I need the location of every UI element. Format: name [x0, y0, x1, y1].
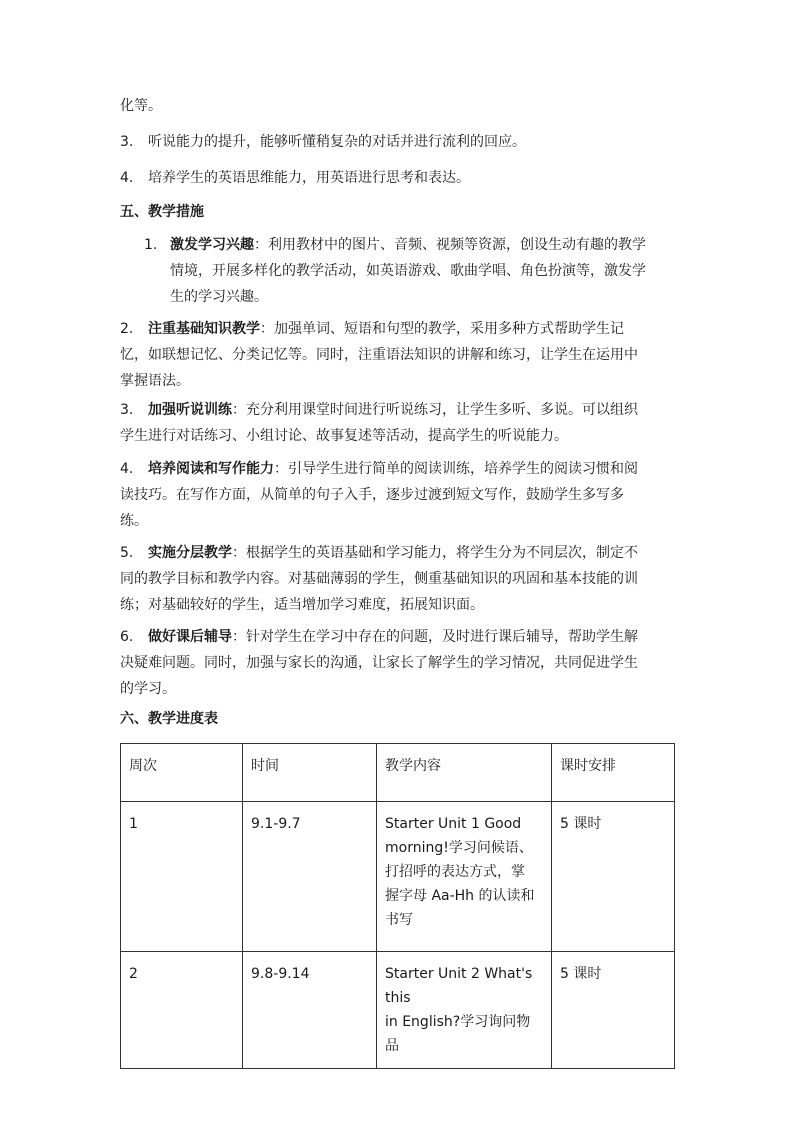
item-heading: 做好课后辅导 — [148, 629, 232, 645]
schedule-table — [120, 743, 675, 1069]
item-text: ：针对学生在学习中存在的问题，及时进行课后辅导，帮助学生解 — [232, 629, 638, 645]
measure-item-2: 2. 注重基础知识教学：加强单词、短语和句型的教学，采用多种方式帮助学生记 忆，如联想记忆、分类记忆等。同时，注重语法知识的讲解和练习，让学生在运用中 掌握语法。 — [120, 316, 676, 394]
section-heading: 六、教学进度表 — [120, 711, 218, 727]
section-heading: 五、教学措施 — [120, 204, 204, 220]
table-header-row — [121, 744, 675, 802]
item-text: ：引导学生进行简单的阅读训练，培养学生的阅读习惯和阅 — [274, 461, 638, 477]
item-text: ：利用教材中的图片、音频、视频等资源，创设生动有趣的教学 — [254, 237, 646, 253]
goal-item-3: 3. 听说能力的提升，能够听懂稍复杂的对话并进行流利的回应。 — [120, 134, 526, 150]
list-number: 4. — [120, 170, 134, 186]
header-cell: 周次 — [121, 744, 243, 802]
measure-item-5: 5. 实施分层教学：根据学生的英语基础和学习能力，将学生分为不同层次，制定不 同的教学目标和教学内容。对基础薄弱的学生，侧重基础知识的巩固和基本技能的训 练；对基础较好的学生，适当增加学习难度，拓展知识面。 — [120, 540, 676, 618]
time-cell: 9.8-9.14 — [243, 952, 377, 1069]
list-number: 3. — [120, 134, 134, 150]
content-cell: Starter Unit 1 Good morning!学习问候语、 打招呼的表达方式，掌 握字母 Aa-Hh 的认读和 书写 — [377, 802, 552, 952]
hours-cell: 5 课时 — [552, 952, 675, 1069]
item-heading: 培养阅读和写作能力 — [148, 461, 274, 477]
list-number: 6. — [120, 629, 134, 645]
table-row — [121, 802, 675, 952]
table-row — [121, 952, 675, 1069]
week-cell: 2 — [121, 952, 243, 1069]
content-cell: Starter Unit 2 What's this in English?学习询问物品 — [377, 952, 552, 1069]
list-number: 2. — [120, 321, 134, 337]
goal-item-4: 4. 培养学生的英语思维能力，用英语进行思考和表达。 — [120, 170, 470, 186]
header-cell: 课时安排 — [552, 744, 675, 802]
item-heading: 实施分层教学 — [148, 545, 232, 561]
time-cell: 9.1-9.7 — [243, 802, 377, 952]
header-cell: 时间 — [243, 744, 377, 802]
item-heading: 加强听说训练 — [148, 402, 232, 418]
item-text: ：加强单词、短语和句型的教学，采用多种方式帮助学生记 — [260, 321, 624, 337]
measure-item-4: 4. 培养阅读和写作能力：引导学生进行简单的阅读训练，培养学生的阅读习惯和阅 读技巧。在写作方面，从简单的句子入手，逐步过渡到短文写作，鼓励学生多写多 练。 — [120, 456, 676, 534]
list-number: 1. — [144, 237, 158, 253]
hours-cell: 5 课时 — [552, 802, 675, 952]
measure-item-6: 6. 做好课后辅导：针对学生在学习中存在的问题，及时进行课后辅导，帮助学生解 决疑难问题。同时，加强与家长的沟通，让家长了解学生的学习情况，共同促进学生 的学习。 — [120, 624, 676, 702]
item-text: ：根据学生的英语基础和学习能力，将学生分为不同层次，制定不 — [232, 545, 638, 561]
header-cell: 教学内容 — [377, 744, 552, 802]
item-heading: 注重基础知识教学 — [148, 321, 260, 337]
text-line: 化等。 — [120, 98, 162, 114]
list-number: 4. — [120, 461, 134, 477]
week-cell: 1 — [121, 802, 243, 952]
item-heading: 激发学习兴趣 — [170, 237, 254, 253]
list-number: 5. — [120, 545, 134, 561]
measure-item-1: 1. 激发学习兴趣：利用教材中的图片、音频、视频等资源，创设生动有趣的教学 情境，开展多样化的教学活动，如英语游戏、歌曲学唱、角色扮演等，激发学 生的学习兴趣。 — [144, 232, 674, 310]
measure-item-3: 3. 加强听说训练：充分利用课堂时间进行听说练习，让学生多听、多说。可以组织 学生进行对话练习、小组讨论、故事复述等活动，提高学生的听说能力。 — [120, 397, 676, 449]
item-text: ：充分利用课堂时间进行听说练习，让学生多听、多说。可以组织 — [232, 402, 638, 418]
list-number: 3. — [120, 402, 134, 418]
